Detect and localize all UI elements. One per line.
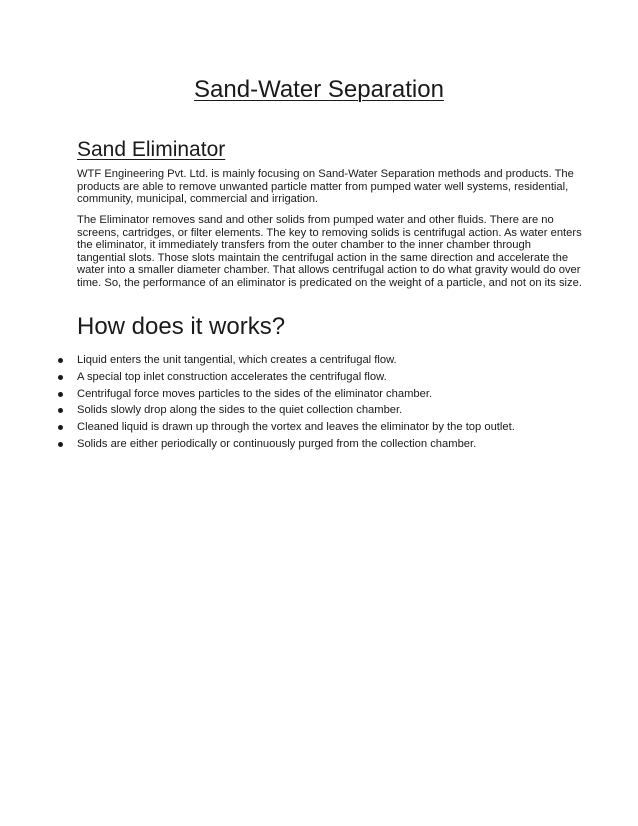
list-item: [0, 369, 638, 386]
list-item: [0, 402, 638, 419]
list-item: [0, 386, 638, 403]
bullet-icon: [58, 442, 63, 447]
eliminator-description-paragraph: The Eliminator removes sand and other solids from pumped water and other fluids. There are no screens, cartridges, or filter elements. The key to removing solids is centrifugal action. As water enters the eliminator, it immediately transfers from the outer chamber to the inner chamber through tangential slots. Those slots maintain the centrifugal action in the same direction and accelerate the water into a smaller diameter chamber. That allows centrifugal action to do what gravity would do over time. So, the performance of an eliminator is predicated on the weight of a particle, and not on its size.: [77, 214, 582, 289]
list-item-text: Liquid enters the unit tangential, which creates a centrifugal flow.: [77, 354, 397, 366]
list-item-text: A special top inlet construction accelerates the centrifugal flow.: [77, 370, 387, 383]
sand-eliminator-heading: Sand Eliminator: [77, 138, 226, 161]
list-item-text: Centrifugal force moves particles to the sides of the eliminator chamber.: [77, 387, 433, 400]
bullet-icon: [58, 375, 63, 380]
intro-paragraph: WTF Engineering Pvt. Ltd. is mainly focusing on Sand-Water Separation methods and products. The products are able to remove unwanted particle matter from pumped water well systems, residential, community, municipal, commercial and irrigation.: [77, 168, 574, 206]
bullet-icon: [58, 425, 63, 430]
list-item-text: Solids are either periodically or continuously purged from the collection chamber.: [77, 437, 477, 450]
list-item-text: Solids slowly drop along the sides to the quiet collection chamber.: [77, 404, 403, 417]
bullet-icon: [58, 392, 63, 397]
how-it-works-list: [0, 352, 638, 453]
list-item: [0, 436, 638, 453]
list-item: [0, 419, 638, 436]
list-item-text: Cleaned liquid is drawn up through the vortex and leaves the eliminator by the top outlet.: [77, 421, 515, 434]
list-item: [0, 352, 638, 369]
bullet-icon: [58, 408, 63, 413]
page-title: Sand-Water Separation: [194, 76, 444, 103]
bullet-icon: [58, 358, 63, 363]
how-it-works-heading: How does it works?: [77, 313, 286, 340]
